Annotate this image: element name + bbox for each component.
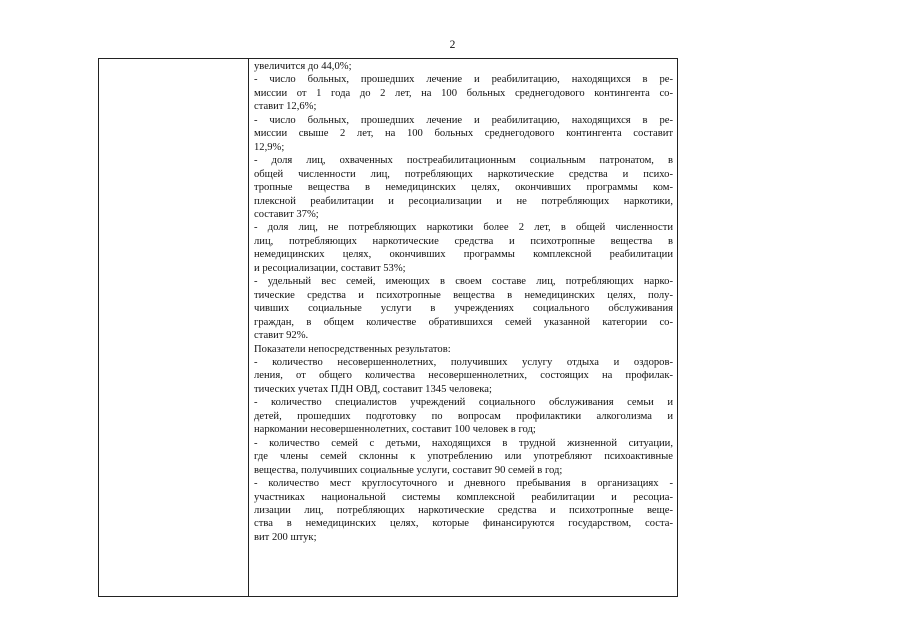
text-line: и ресоциализации, составит 53%; [254,262,406,274]
text-line: ства в немедицинских целях, которые финансируются государством, соста- [254,518,673,530]
text-line: лизации лиц, потребляющих наркотические средства и психотропные веще- [254,504,673,516]
text-line: наркомании несовершеннолетних, составит 100 человек в год; [254,424,536,436]
text-line: чивших социальные услуги в учреждениях социального обслуживания [254,303,673,315]
text-line: участниках национальной системы комплексной реабилитации и ресоциа- [254,491,673,503]
text-line: плексной реабилитации и ресоциализации и не потребляющих наркотики, [254,195,673,207]
table-right-cell [250,59,677,596]
text-line: где члены семей склонны к употреблению или употребляют психоактивные [254,451,673,463]
text-line: общей численности лиц, потребляющих наркотические средства и психо- [254,168,673,180]
text-line: - количество несовершеннолетних, получивших услугу отдыха и оздоров- [254,356,673,368]
table-left-cell [99,59,249,596]
text-line: - количество семей с детьми, находящихся в трудной жизненной ситуации, [254,437,673,449]
text-line: миссии свыше 2 лет, на 100 больных среднегодового контингента составит [254,128,673,140]
text-line: увеличится до 44,0%; [254,61,352,72]
text-line: - количество мест круглосуточного и дневного пребывания в организациях - [254,478,673,490]
document-table [98,58,678,597]
text-line: 12,9%; [254,141,285,153]
text-line: тропные вещества в немедицинских целях, окончивших программы ком- [254,182,673,194]
text-line: - удельный вес семей, имеющих в своем составе лиц, потребляющих нарко- [254,276,673,288]
text-line: тических учетах ПДН ОВД, составит 1345 человека; [254,383,492,395]
text-line: Показатели непосредственных результатов: [254,343,451,355]
text-line: ставит 92%. [254,330,309,342]
text-line: тические средства и психотропные вещества в немедицинских целях, полу- [254,289,673,301]
text-line: вит 200 штук; [254,531,317,543]
text-line: - число больных, прошедших лечение и реабилитацию, находящихся в ре- [254,114,673,126]
text-line: миссии от 1 года до 2 лет, на 100 больных среднегодового контингента со- [254,87,673,99]
text-line: ставит 12,6%; [254,101,317,113]
text-line: ления, от общего количества несовершеннолетних, состоящих на профилак- [254,370,673,382]
page-number: 2 [449,39,456,51]
text-line: немедицинских целях, окончивших программы комплексной реабилитации [254,249,673,261]
text-line: лиц, потребляющих наркотические средства и психотропные вещества в [254,235,673,247]
text-line: - число больных, прошедших лечение и реабилитацию, находящихся в ре- [254,74,673,86]
text-line: вещества, получивших социальные услуги, составит 90 семей в год; [254,464,563,476]
text-line: детей, прошедших подготовку по вопросам профилактики алкоголизма и [254,410,673,422]
text-line: - доля лиц, охваченных постреабилитационным социальным патронатом, в [254,155,673,167]
text-line: составит 37%; [254,208,319,220]
text-line: - количество специалистов учреждений социального обслуживания семьи и [254,397,673,409]
text-line: граждан, в общем количестве обратившихся семей указанной категории со- [254,316,673,328]
text-line: - доля лиц, не потребляющих наркотики более 2 лет, в общей численности [254,222,673,234]
